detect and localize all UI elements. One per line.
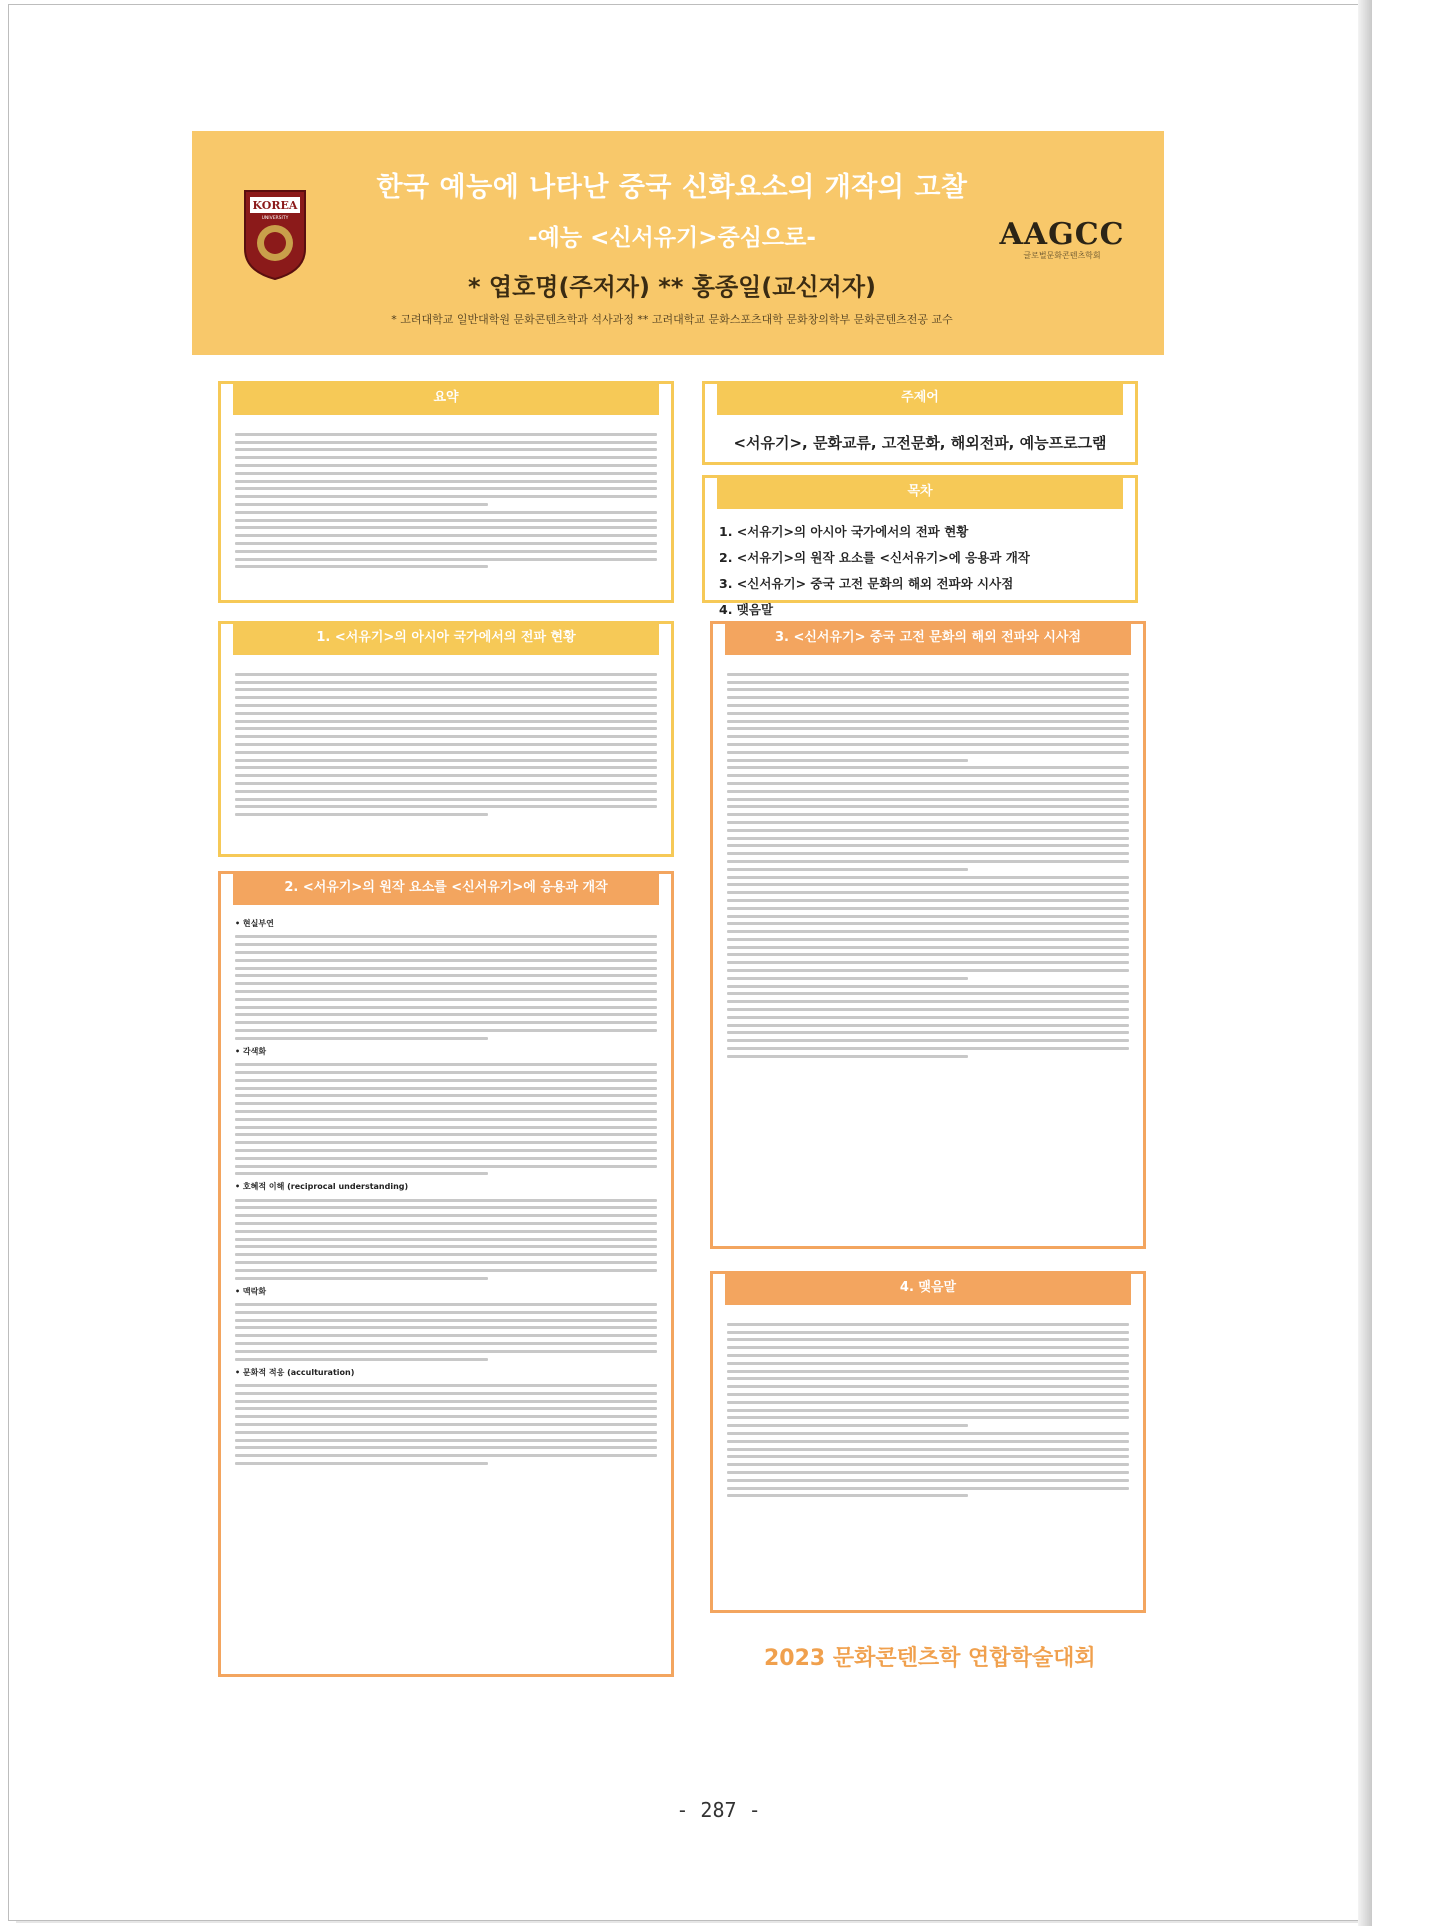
toc-item: 4. 맺음말 bbox=[719, 602, 774, 617]
aagcc-logo-text: AAGCC bbox=[999, 217, 1125, 252]
toc-box bbox=[702, 475, 1138, 617]
toc-list bbox=[719, 522, 1121, 626]
poster-header bbox=[192, 131, 1164, 355]
keywords-heading: 주제어 bbox=[717, 381, 1123, 415]
toc-item: 2. <서유기>의 원작 요소를 <신서유기>에 응용과 개작 bbox=[719, 550, 1030, 565]
section2-body bbox=[235, 918, 657, 1670]
aagcc-logo bbox=[992, 217, 1132, 261]
section2-subheading: • 맥락화 bbox=[235, 1286, 267, 1296]
abstract-heading: 요약 bbox=[233, 381, 659, 415]
section3-box bbox=[710, 621, 1146, 1249]
section2-subheading: • 각색화 bbox=[235, 1046, 267, 1056]
abstract-box bbox=[218, 381, 674, 603]
korea-university-logo bbox=[242, 189, 308, 281]
section3-body bbox=[727, 668, 1129, 1240]
section1-heading: 1. <서유기>의 아시아 국가에서의 전파 현황 bbox=[233, 621, 659, 655]
keywords-text: <서유기>, 문화교류, 고전문화, 해외전파, 예능프로그램 bbox=[733, 434, 1107, 452]
section1-box bbox=[218, 621, 674, 857]
conference-name: 2023 문화콘텐츠학 연합학술대회 bbox=[764, 1646, 1096, 1671]
svg-text:UNIVERSITY: UNIVERSITY bbox=[261, 216, 289, 221]
poster bbox=[192, 131, 1164, 1701]
toc-item: 3. <신서유기> 중국 고전 문화의 해외 전파와 시사점 bbox=[719, 576, 1014, 591]
section1-body bbox=[235, 668, 657, 852]
page-number: - 287 - bbox=[676, 1798, 761, 1822]
aagcc-logo-subtitle: 글로벌문화콘텐츠학회 bbox=[1023, 251, 1101, 260]
page-edge bbox=[1358, 0, 1372, 1926]
section2-subheading: • 현실부연 bbox=[235, 919, 274, 928]
keywords-box bbox=[702, 381, 1138, 465]
section3-heading: 3. <신서유기> 중국 고전 문화의 해외 전파와 시사점 bbox=[725, 621, 1131, 655]
section4-heading: 4. 맺음말 bbox=[725, 1271, 1131, 1305]
toc-item: 1. <서유기>의 아시아 국가에서의 전파 현황 bbox=[719, 524, 969, 539]
poster-subtitle: -예능 <신서유기>중심으로- bbox=[528, 225, 816, 251]
svg-text:KOREA: KOREA bbox=[252, 199, 298, 212]
section2-heading: 2. <서유기>의 원작 요소를 <신서유기>에 응용과 개작 bbox=[233, 871, 659, 905]
section2-subheading: • 호혜적 이해 (reciprocal understanding) bbox=[235, 1182, 409, 1192]
section2-box bbox=[218, 871, 674, 1677]
poster-authors: * 엽호명(주저자) ** 홍종일(교신저자) bbox=[468, 273, 876, 301]
poster-affiliation: * 고려대학교 일반대학원 문화콘텐츠학과 석사과정 ** 고려대학교 문화스포츠대학 문화창의학부 문화콘텐츠전공 교수 bbox=[391, 313, 953, 326]
section4-body bbox=[727, 1318, 1129, 1606]
abstract-body bbox=[235, 428, 657, 598]
section2-subheading: • 문화적 적응 (acculturation) bbox=[235, 1367, 355, 1377]
poster-title: 한국 예능에 나타난 중국 신화요소의 개작의 고찰 bbox=[376, 172, 968, 203]
toc-heading: 목차 bbox=[717, 475, 1123, 509]
section4-box bbox=[710, 1271, 1146, 1613]
